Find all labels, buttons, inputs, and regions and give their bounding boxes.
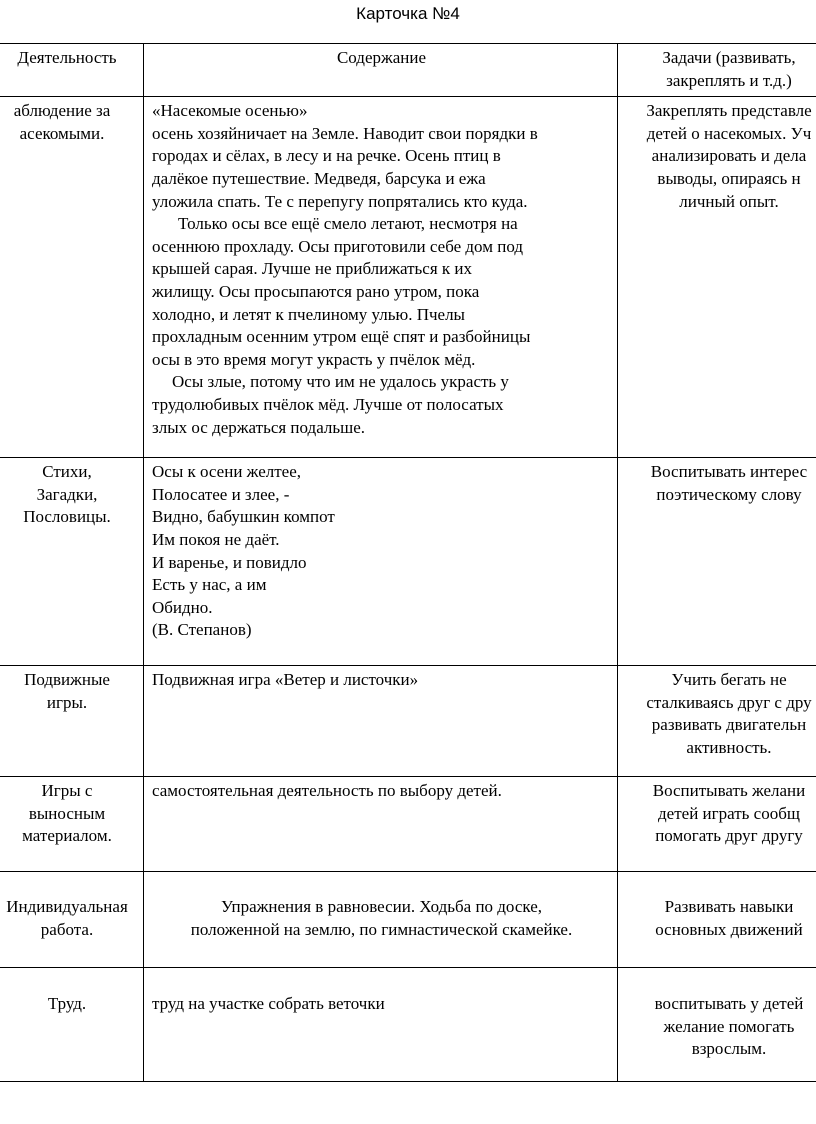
row-activity: Труд. [0, 968, 144, 1082]
header-content: Содержание [144, 44, 618, 97]
row-activity: Индивидуальная работа. [0, 872, 144, 968]
row-content: Упражнения в равновесии. Ходьба по доске, положенной на землю, по гимнастической скамейке. [144, 872, 618, 968]
row-content: «Насекомые осенью» осень хозяйничает на Земле. Наводит свои порядки в городах и сёлах, в лесу и на речке. Осень птиц в далёкое путешествие. Медведя, барсука и ежа уложила спать. Те с перепугу попрятались кто куда. Только осы все ещё смело летают, несмотря на осеннюю прохладу. Осы приготовили себе дом под крышей сарая. Лучше не приближаться к их жилищу. Осы просыпаются рано утром, пока холодно, и летят к пчелиному улью. Пчелы прохладным осенним утром ещё спят и разбойницы осы в это время могут украсть у пчёлок мёд. Осы злые, потому что им не удалось украсть у трудолюбивых пчёлок мёд. Лучше от полосатых злых ос держаться подальше. [144, 97, 618, 458]
table-row [0, 666, 816, 777]
table-header-row [0, 44, 816, 97]
card-title: Карточка №4 [356, 4, 460, 23]
row-activity: аблюдение за асекомыми. [0, 97, 144, 458]
row-content: Осы к осени желтее, Полосатее и злее, - Видно, бабушкин компот Им покоя не даёт. И варенье, и повидло Есть у нас, а им Обидно. (В. Степанов) [144, 458, 618, 666]
table-row [0, 968, 816, 1082]
row-tasks: Развивать навыки основных движений [618, 872, 816, 968]
row-activity: Подвижные игры. [0, 666, 144, 777]
row-tasks: Учить бегать не сталкиваясь друг с дру развивать двигательн активность. [618, 666, 816, 777]
table-row [0, 777, 816, 872]
row-tasks: Воспитывать желани детей играть сообщ помогать друг другу [618, 777, 816, 872]
row-activity: Стихи, Загадки, Пословицы. [0, 458, 144, 666]
row-activity: Игры с выносным материалом. [0, 777, 144, 872]
activity-table [0, 43, 816, 1082]
row-content: самостоятельная деятельность по выбору детей. [144, 777, 618, 872]
table-row [0, 458, 816, 666]
table-row [0, 97, 816, 458]
row-tasks: Воспитывать интерес поэтическому слову [618, 458, 816, 666]
row-content: труд на участке собрать веточки [144, 968, 618, 1082]
row-content: Подвижная игра «Ветер и листочки» [144, 666, 618, 777]
header-activity: Деятельность [0, 44, 144, 97]
header-tasks: Задачи (развивать, закреплять и т.д.) [618, 44, 816, 97]
row-tasks: воспитывать у детей желание помогать взрослым. [618, 968, 816, 1082]
row-tasks: Закреплять представле детей о насекомых. Уч анализировать и дела выводы, опираясь н личный опыт. [618, 97, 816, 458]
table-row [0, 872, 816, 968]
